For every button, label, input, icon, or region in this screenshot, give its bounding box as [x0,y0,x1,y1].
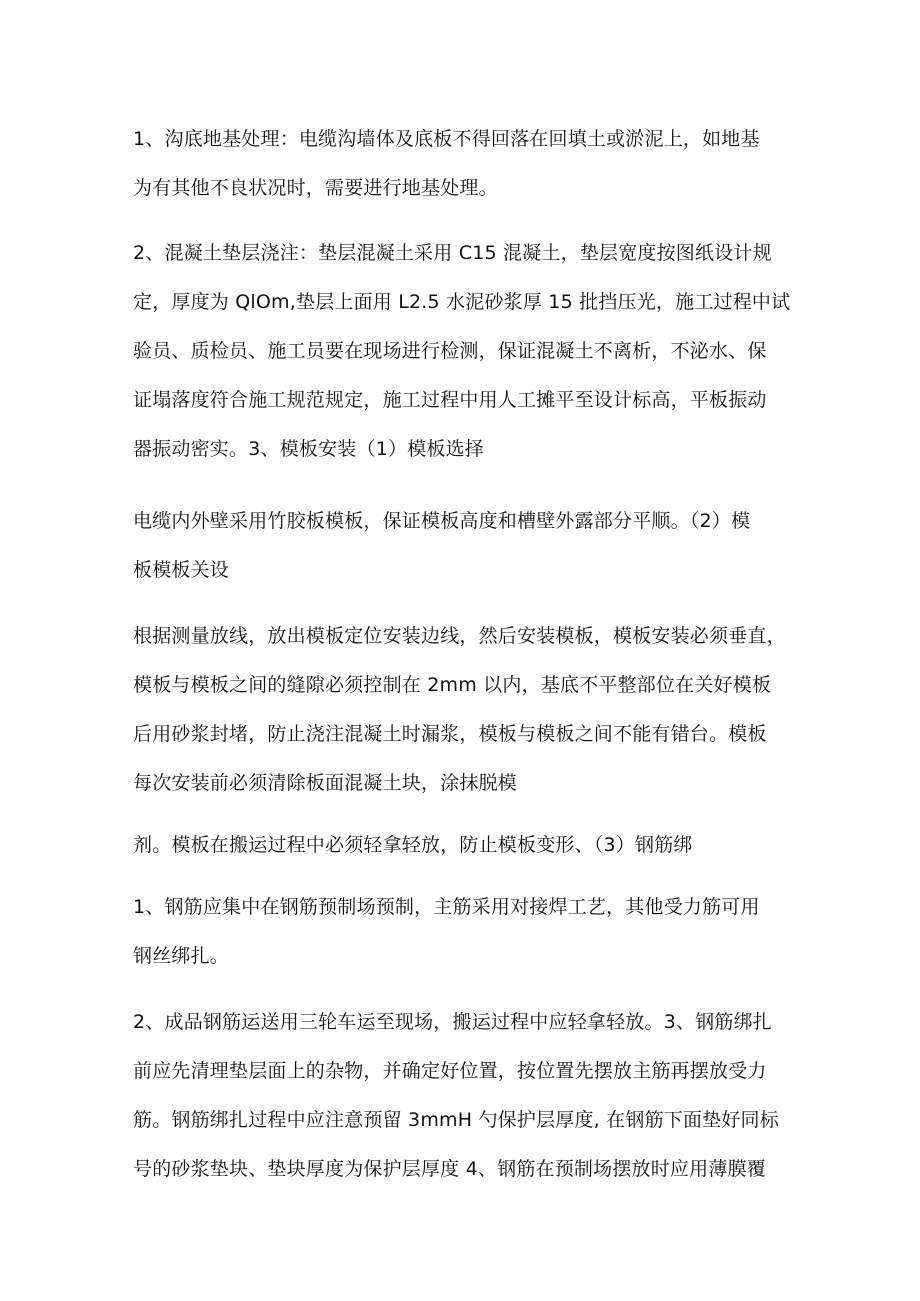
text-line-1: 1、沟底地基处理：电缆沟墙体及底板不得回落在回填土或淤泥上，如地基 [133,128,760,150]
text-line-16: 钢丝绑扎。 [133,945,230,967]
text-line-2: 为有其他不良状况时，需要进行地基处理。 [133,177,498,199]
text-line-7: 器振动密实。3、模板安装（1）模板选择 [133,438,484,460]
text-line-6: 证塌落度符合施工规范规定，施工过程中用人工摊平至设计标高，平板振动 [133,389,767,411]
text-line-11: 模板与模板之间的缝隙必须控制在 2mm 以内，基底不平整部位在关好模板 [133,674,772,696]
text-line-20: 号的砂浆垫块、垫块厚度为保护层厚度 4、钢筋在预制场摆放时应用薄膜覆 [133,1158,766,1180]
text-line-5: 验员、质检员、施工员要在现场进行检测，保证混凝土不离析，不泌水、保 [133,340,767,362]
text-line-3: 2、混凝土垫层浇注：垫层混凝土采用 C15 混凝土，垫层宽度按图纸设计规 [133,242,772,264]
text-line-15: 1、钢筋应集中在钢筋预制场预制，主筋采用对接焊工艺，其他受力筋可用 [133,896,760,918]
text-line-12: 后用砂浆封堵，防止浇注混凝土时漏浆，模板与模板之间不能有错台。模板 [133,723,767,745]
text-line-9: 板模板关设 [133,559,230,581]
text-line-14: 剂。模板在搬运过程中必须轻拿轻放，防止模板变形、（3）钢筋绑 [133,834,693,856]
text-line-13: 每次安装前必须清除板面混凝土块，涂抹脱模 [133,772,518,794]
text-line-17: 2、成品钢筋运送用三轮车运至现场，搬运过程中应轻拿轻放。3、钢筋绑扎 [133,1011,772,1033]
text-line-19: 筋。钢筋绑扎过程中应注意预留 3mmH 勺保护层厚度, 在钢筋下面垫好同标 [133,1109,779,1131]
text-line-4: 定，厚度为 QlOm,垫层上面用 L2.5 水泥砂浆厚 15 批挡压光，施工过程中试 [133,291,791,313]
text-line-18: 前应先清理垫层面上的杂物，并确定好位置，按位置先摆放主筋再摆放受力 [133,1060,767,1082]
text-line-10: 根据测量放线，放出模板定位安装边线，然后安装模板，模板安装必须垂直， [133,625,786,647]
text-line-8: 电缆内外壁采用竹胶板模板，保证模板高度和槽壁外露部分平顺。（2）模 [133,510,751,532]
